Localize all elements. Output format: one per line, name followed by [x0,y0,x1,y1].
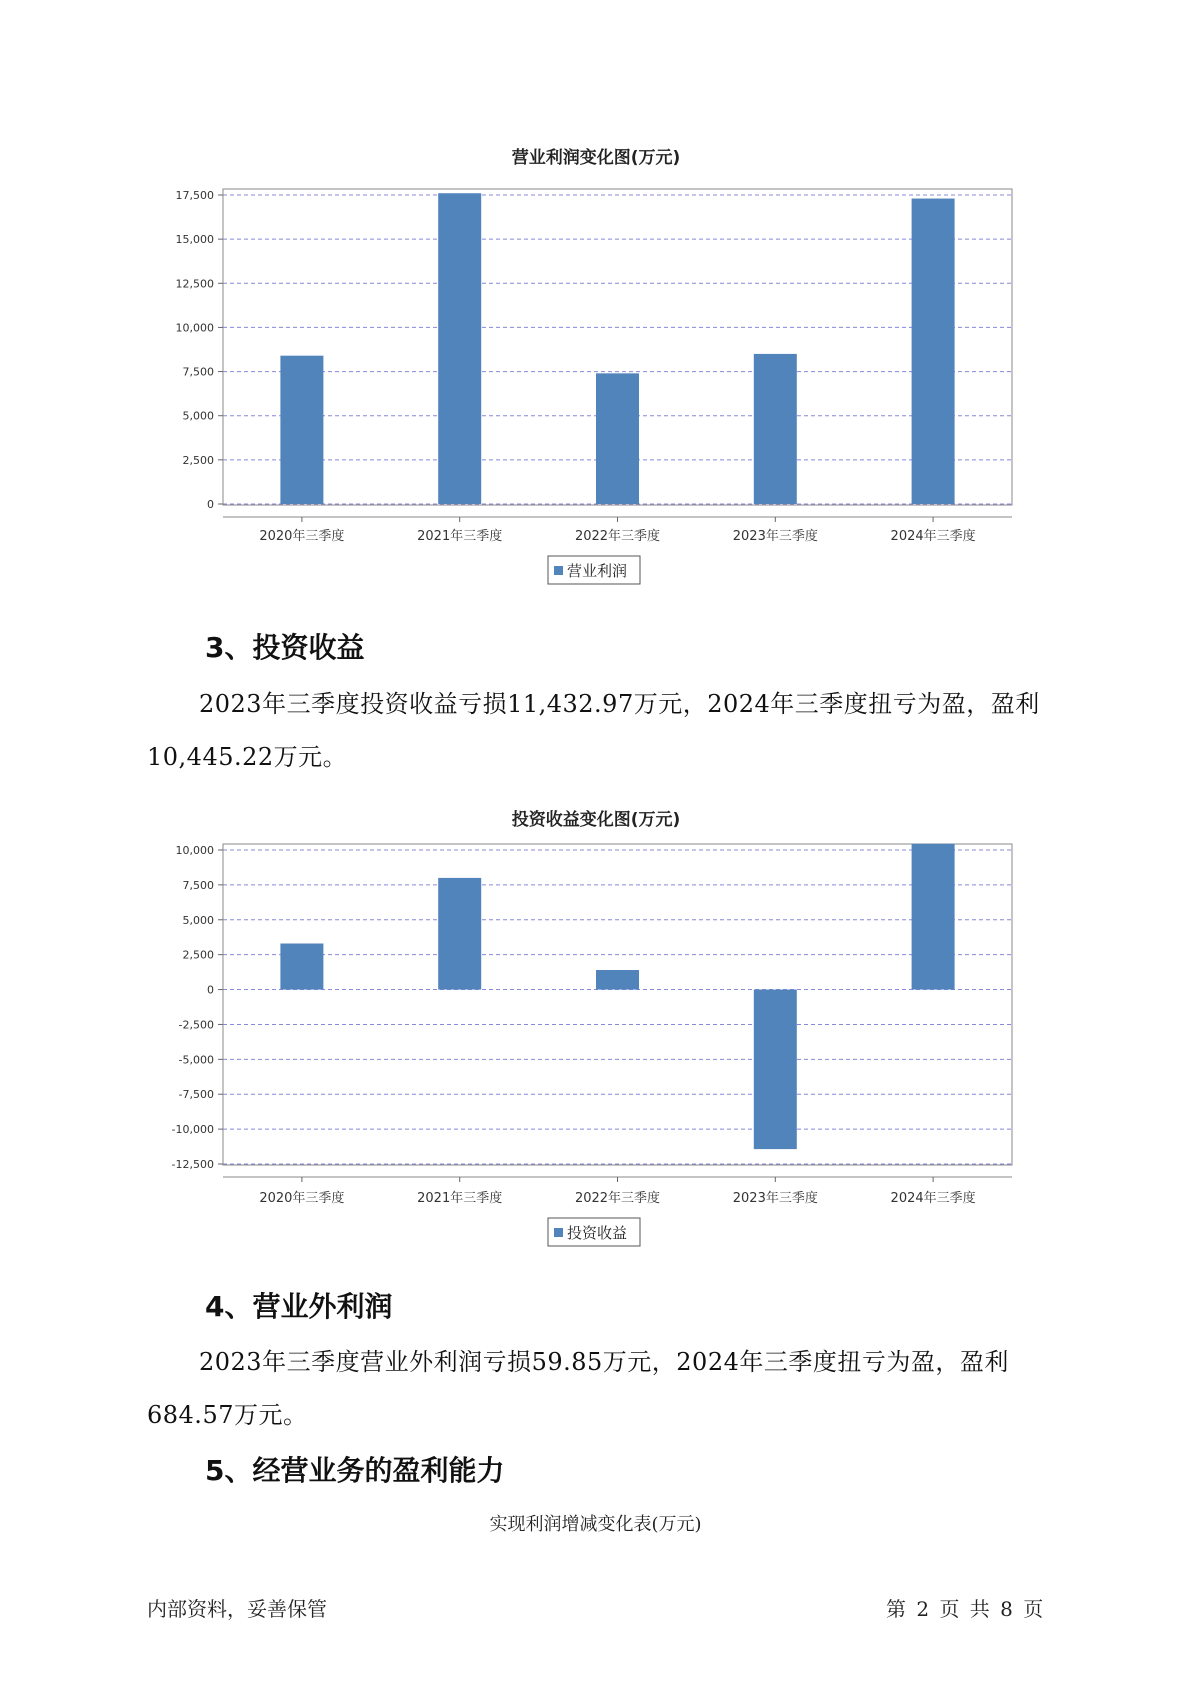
bar [280,356,323,504]
bar [596,970,639,990]
operating-profit-chart [0,140,1191,580]
bar [754,354,797,504]
bar [912,844,955,990]
legend-label: 营业利润 [567,562,628,580]
y-tick-label: 0 [207,498,214,511]
chart-title: 投资收益变化图(万元) [511,810,681,830]
y-tick-label: 12,500 [175,277,214,291]
y-tick-label: 7,500 [182,365,214,379]
y-tick-label: 2,500 [182,453,214,467]
table-caption: 实现利润增减变化表(万元) [489,1514,702,1535]
y-tick-label: 5,000 [182,913,214,927]
section-5-heading: 5、经营业务的盈利能力 [205,1454,505,1487]
y-tick-label: 17,500 [175,189,214,202]
legend-swatch [554,566,563,575]
x-tick-label: 2021年三季度 [417,1191,503,1206]
investment-income-chart [0,802,1191,1242]
footer-confidential-note: 内部资料，妥善保管 [147,1597,327,1621]
y-tick-label: -2,500 [178,1018,214,1032]
section-4-text: 2023年三季度营业外利润亏损59.85万元，2024年三季度扭亏为盈，盈利684.57万元。 [147,1348,1009,1429]
chart-title: 营业利润变化图(万元) [511,148,681,168]
y-tick-label: -7,500 [178,1088,214,1102]
footer-page-number: 第 2 页 共 8 页 [886,1597,1044,1621]
y-tick-label: -10,000 [171,1123,214,1137]
operating-profit-chart-svg [0,140,1191,580]
x-tick-label: 2021年三季度 [417,529,503,544]
x-tick-label: 2024年三季度 [890,1191,976,1206]
x-tick-label: 2024年三季度 [890,529,976,544]
x-tick-label: 2020年三季度 [259,529,345,544]
legend [548,556,640,584]
bar [438,193,481,504]
y-tick-label: 10,000 [175,321,214,335]
x-tick-label: 2022年三季度 [574,529,661,544]
y-tick-label: -12,500 [171,1158,214,1171]
bar [438,878,481,990]
investment-income-chart-svg [0,802,1191,1242]
y-tick-label: 7,500 [182,878,214,892]
legend-swatch [554,1228,563,1237]
plot-area [223,844,1012,1165]
y-tick-label: -5,000 [178,1053,214,1067]
bar [912,199,955,504]
bar [280,944,323,990]
x-tick-label: 2023年三季度 [732,1191,818,1206]
x-tick-label: 2020年三季度 [259,1191,345,1206]
bar [754,990,797,1150]
y-tick-label: 15,000 [175,233,214,247]
legend [548,1218,640,1246]
y-tick-label: 0 [207,983,214,997]
y-tick-label: 10,000 [175,844,214,857]
x-tick-label: 2022年三季度 [574,1191,661,1206]
section-4-heading: 4、营业外利润 [205,1290,393,1323]
bar [596,373,639,504]
y-tick-label: 5,000 [182,409,214,423]
legend-label: 投资收益 [567,1224,628,1242]
section-3-text: 2023年三季度投资收益亏损11,432.97万元，2024年三季度扭亏为盈，盈利10,445.22万元。 [147,690,1040,771]
x-tick-label: 2023年三季度 [732,529,818,544]
section-3-heading: 3、投资收益 [205,631,365,664]
y-tick-label: 2,500 [182,948,214,962]
